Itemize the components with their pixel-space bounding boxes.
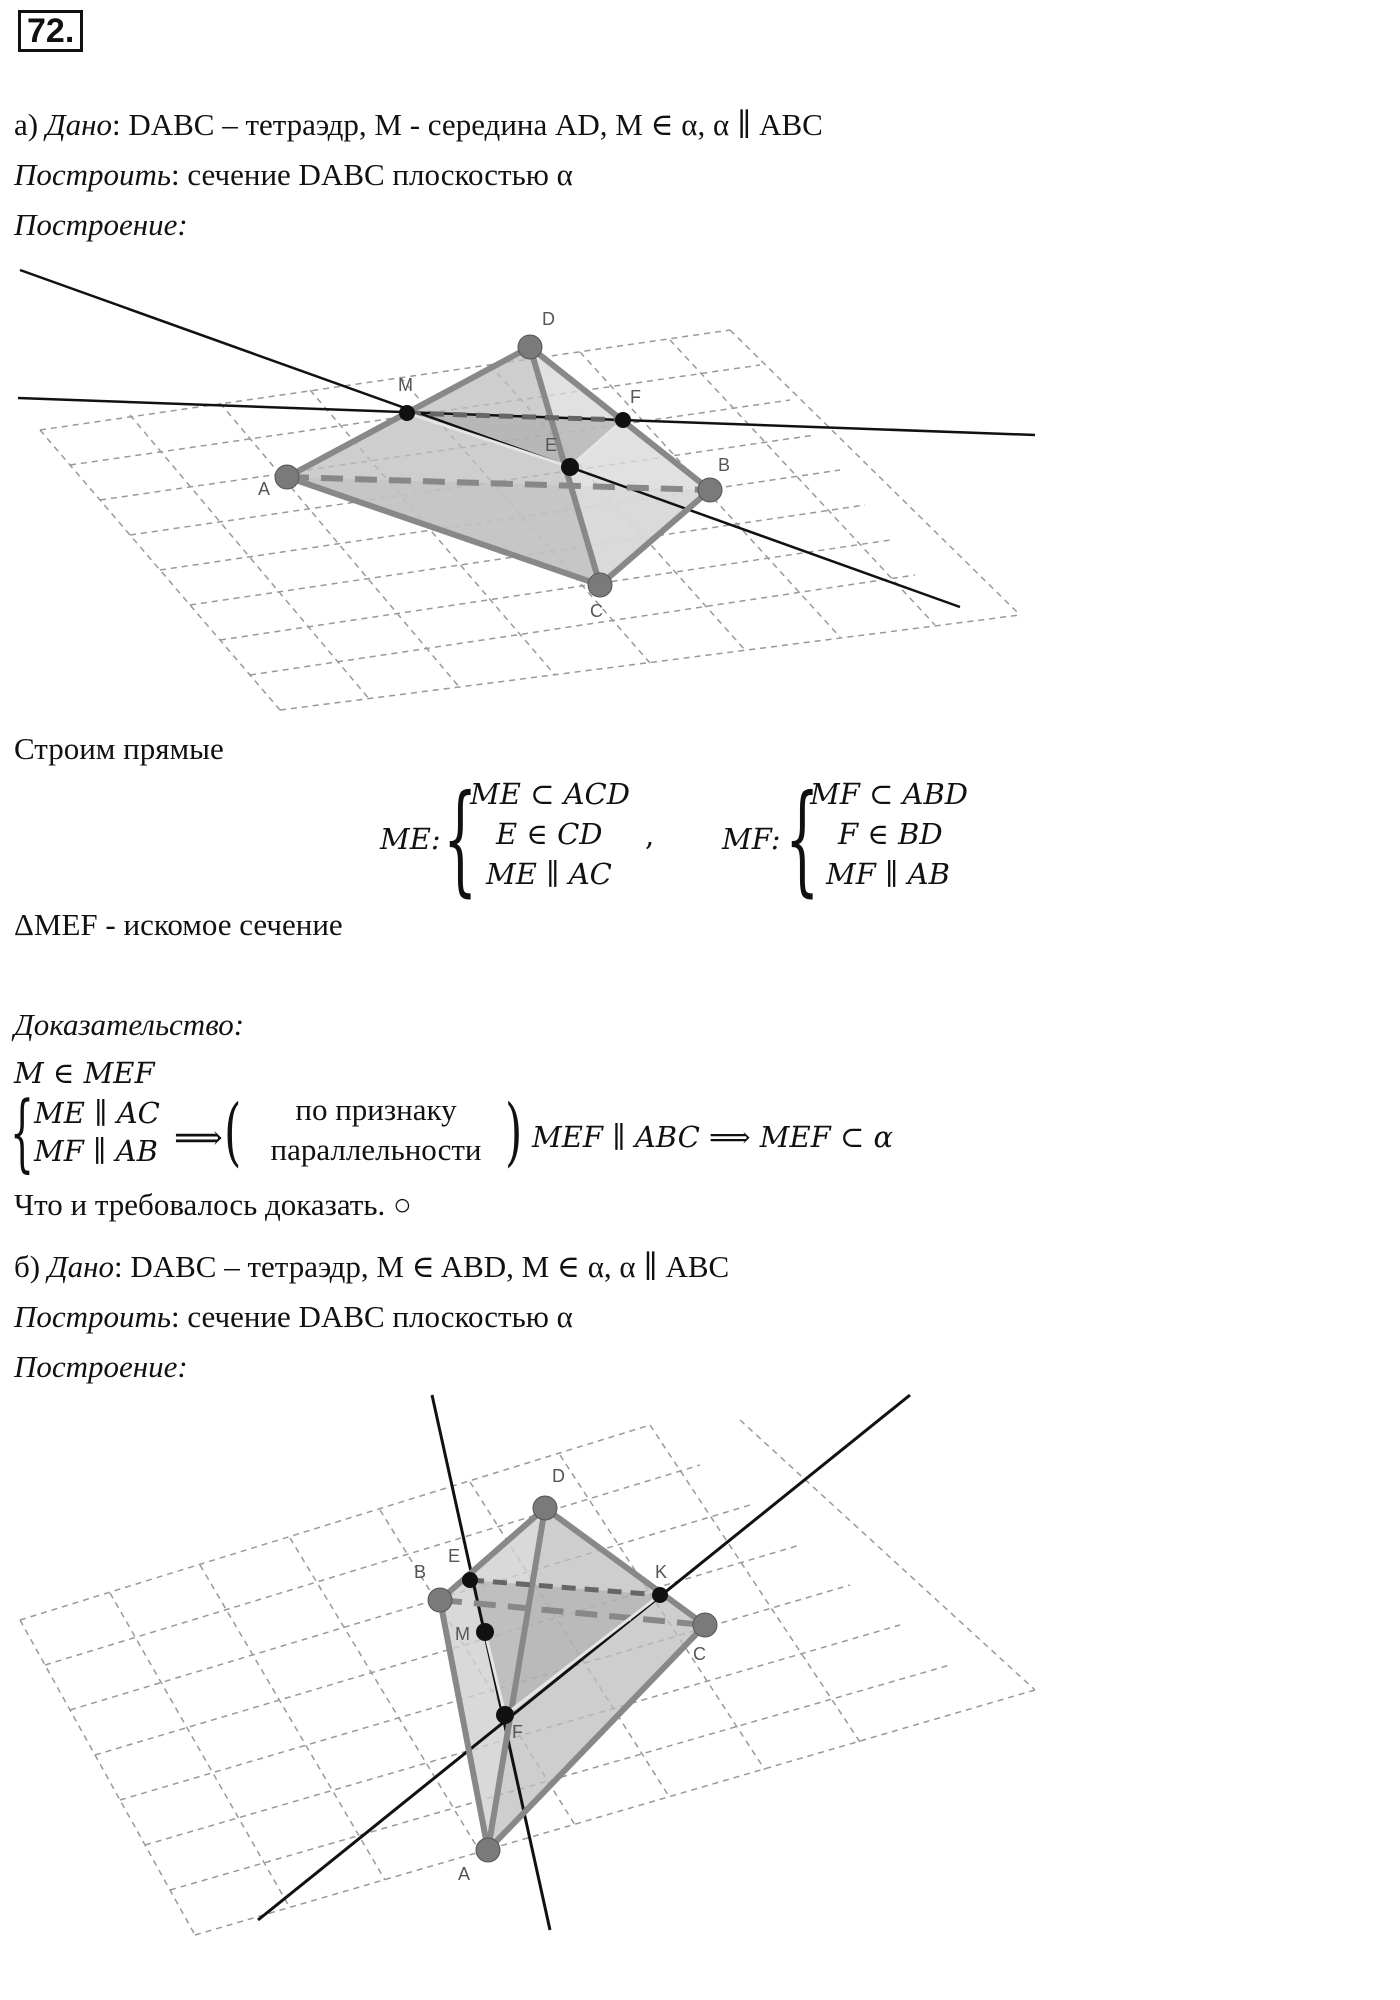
label-a-a: A: [258, 479, 271, 499]
proof-system: [34, 1094, 160, 1170]
part-b-construct: [14, 1298, 573, 1336]
label-m-b: M: [455, 1624, 470, 1644]
vertex-b-b: [428, 1588, 452, 1612]
me-system: [470, 774, 630, 894]
point-m-b: [476, 1623, 494, 1641]
paren-left: (: [224, 1089, 242, 1175]
vertex-d-a: [518, 335, 542, 359]
mf-line-3: MF ∥ AB: [826, 857, 950, 891]
label-e-b: E: [448, 1546, 461, 1566]
construct-label-b: Построить: [14, 1299, 172, 1334]
me-line-3: ME ∥ AC: [486, 857, 612, 891]
build-lines-text: Строим прямые: [14, 731, 224, 766]
implies-arrow: ⟹: [174, 1118, 223, 1158]
problem-number: 72.: [18, 10, 83, 52]
part-b-given: [14, 1248, 729, 1286]
vertex-d-b: [533, 1496, 557, 1520]
vertex-c-b: [693, 1613, 717, 1637]
line-kf-b: [258, 1395, 910, 1920]
label-m-a: M: [398, 375, 413, 395]
part-b-given-text: : DABC – тетраэдр, M ∈ ABD, M ∈ α, α ∥ ABC: [113, 1249, 730, 1284]
label-f-a: F: [630, 387, 641, 407]
label-d-b: D: [552, 1466, 565, 1486]
vertex-a-a: [275, 465, 299, 489]
label-b-a: B: [718, 455, 731, 475]
mf-system: [810, 774, 968, 894]
part-b-prefix: б): [14, 1249, 48, 1284]
mf-system-label: MF:: [722, 822, 781, 856]
mf-brace: {: [785, 770, 820, 909]
label-d-a: D: [542, 309, 555, 329]
figure-b: [0, 1390, 1060, 1945]
proof-sys-line-1: ME ∥ AC: [34, 1096, 160, 1130]
part-a-given: [14, 106, 823, 144]
line-me-a: [20, 270, 960, 607]
point-m-a: [399, 405, 415, 421]
proof-sys-line-2: MF ∥ AB: [34, 1134, 158, 1168]
label-c-a: C: [590, 601, 603, 621]
point-e-a: [561, 458, 579, 476]
figure-a: [0, 255, 1040, 715]
construct-text: : сечение DABC плоскостью α: [171, 157, 573, 192]
given-label: Дано: [45, 107, 112, 142]
me-brace: {: [443, 770, 478, 909]
vertex-b-a: [698, 478, 722, 502]
paren-right: ): [505, 1089, 523, 1175]
paren-bottom-text: параллельности: [270, 1132, 482, 1167]
me-line-1: ME ⊂ ACD: [470, 777, 630, 811]
part-a-given-text: : DABC – тетраэдр, M - середина AD, M ∈ α, α ∥ ABC: [111, 107, 823, 142]
construction-label-b: Построение:: [14, 1349, 188, 1384]
proof-brace: {: [10, 1083, 35, 1181]
qed-text: Что и требовалось доказать. ○: [14, 1187, 412, 1222]
construct-text-b: : сечение DABC плоскостью α: [171, 1299, 573, 1334]
part-a-construct: [14, 156, 573, 194]
label-e-a: E: [545, 435, 558, 455]
point-f-a: [615, 412, 631, 428]
label-k-b: K: [655, 1562, 668, 1582]
vertex-a-b: [476, 1838, 500, 1862]
me-line-2: E ∈ CD: [496, 817, 603, 851]
proof-label: Доказательство:: [14, 1007, 245, 1042]
label-b-b: B: [414, 1562, 427, 1582]
construct-label: Построить: [14, 157, 172, 192]
paren-content: [244, 1090, 508, 1170]
vertex-c-a: [588, 573, 612, 597]
label-f-b: F: [512, 1722, 523, 1742]
section-result: ΔMEF - искомое сечение: [14, 907, 343, 942]
system-comma: ,: [645, 818, 655, 852]
label-c-b: C: [693, 1644, 706, 1664]
mf-line-2: F ∈ BD: [838, 817, 943, 851]
point-e-b: [462, 1572, 478, 1588]
label-a-b: A: [458, 1864, 471, 1884]
part-a-prefix: а): [14, 107, 46, 142]
mf-line-1: MF ⊂ ABD: [810, 777, 969, 811]
paren-top-text: по признаку: [295, 1092, 457, 1127]
point-k-b: [652, 1587, 668, 1603]
construction-label: Построение:: [14, 207, 188, 242]
given-label-b: Дано: [47, 1249, 114, 1284]
proof-tail: MEF ∥ ABC ⟹ MEF ⊂ α: [532, 1120, 894, 1154]
me-system-label: ME:: [380, 822, 441, 856]
proof-line-1: M ∈ MEF: [14, 1056, 155, 1090]
